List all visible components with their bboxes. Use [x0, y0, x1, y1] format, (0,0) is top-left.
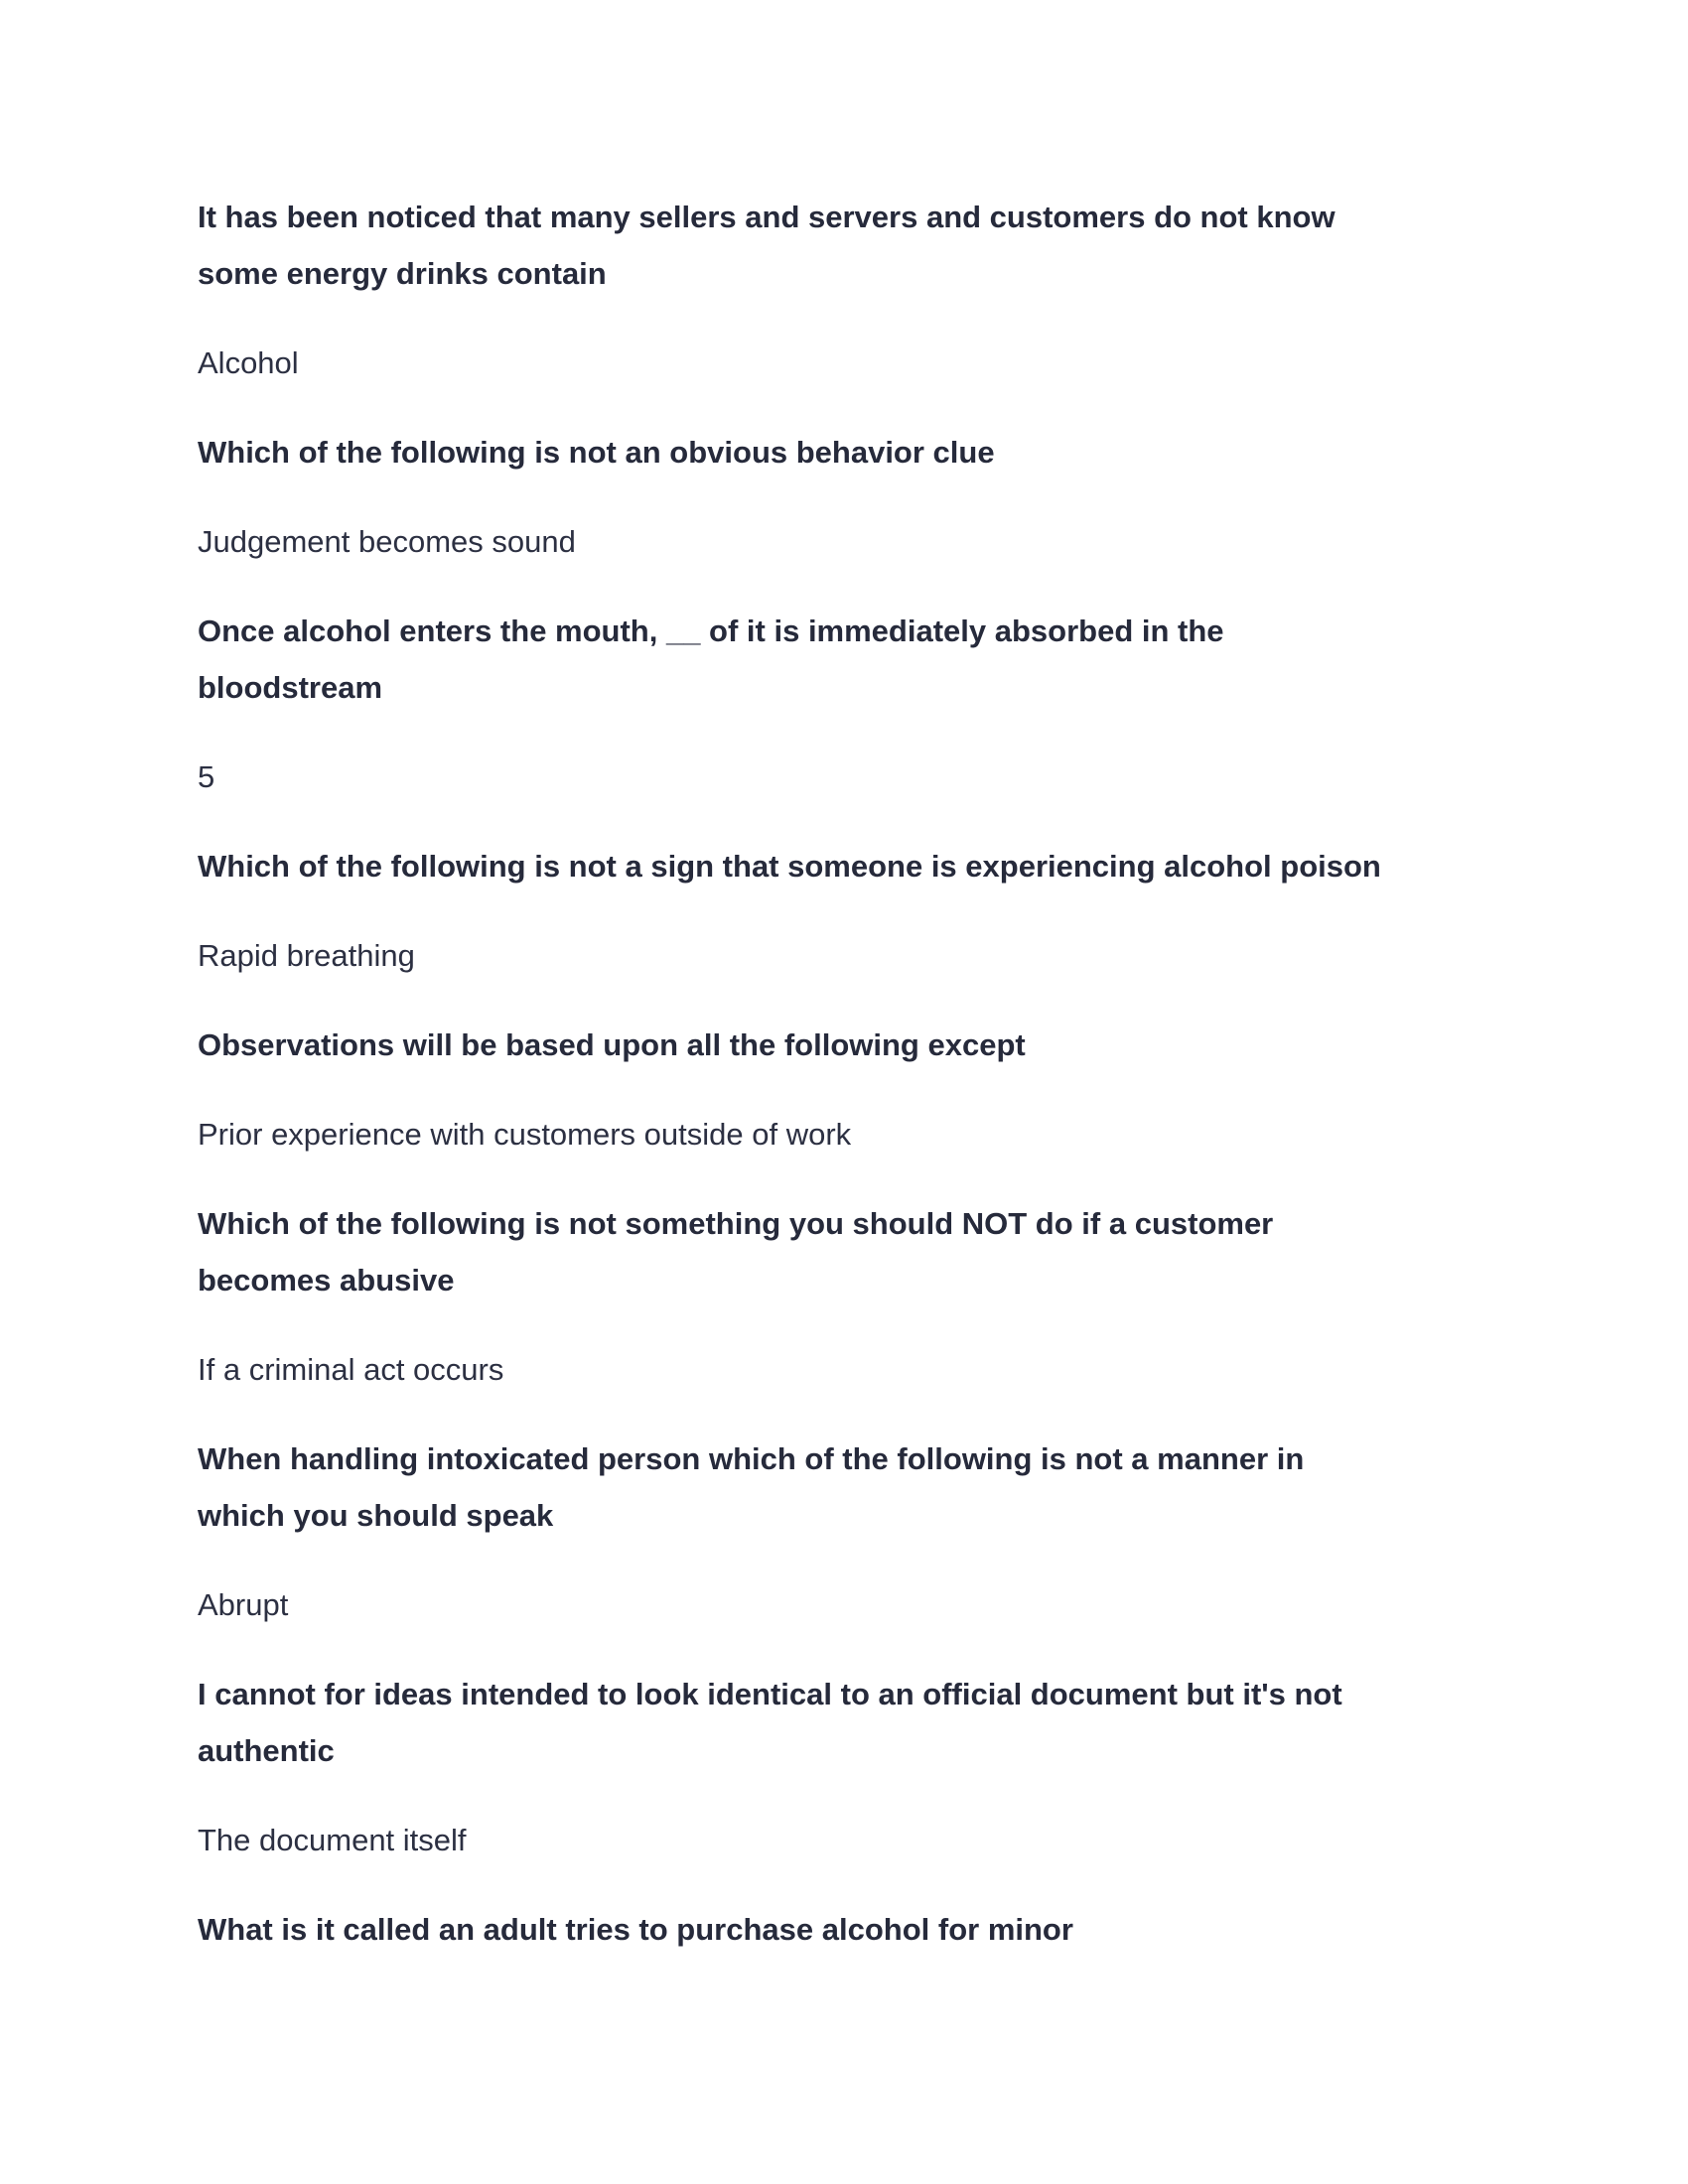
question	[198, 1431, 1508, 1544]
answer: Abrupt	[198, 1587, 289, 1622]
question-line: Once alcohol enters the mouth, __ of it is immediately absorbed in the	[198, 614, 1224, 648]
question	[198, 1195, 1508, 1308]
answer: Judgement becomes sound	[198, 524, 576, 559]
question	[198, 1666, 1508, 1779]
question-line: Observations will be based upon all the following except	[198, 1027, 1026, 1062]
question-line: Which of the following is not something you should NOT do if a customer	[198, 1206, 1274, 1241]
answer: 5	[198, 759, 215, 794]
question	[198, 189, 1508, 302]
question-line: bloodstream	[198, 670, 383, 705]
question	[198, 1017, 1508, 1073]
question-line: some energy drinks contain	[198, 256, 607, 291]
question-line: I cannot for ideas intended to look identical to an official document but it's not	[198, 1677, 1342, 1711]
question-line: When handling intoxicated person which of the following is not a manner in	[198, 1441, 1305, 1476]
answer: Rapid breathing	[198, 938, 415, 973]
question	[198, 424, 1508, 480]
document-body	[198, 189, 1508, 1990]
answer: The document itself	[198, 1823, 467, 1857]
answer: Prior experience with customers outside of work	[198, 1117, 852, 1152]
question-line: What is it called an adult tries to purchase alcohol for minor	[198, 1912, 1073, 1947]
answer: If a criminal act occurs	[198, 1352, 504, 1387]
question-line: authentic	[198, 1733, 335, 1768]
question-line: Which of the following is not an obvious behavior clue	[198, 435, 995, 470]
question	[198, 838, 1508, 894]
question-line: becomes abusive	[198, 1263, 455, 1297]
question	[198, 603, 1508, 716]
question	[198, 1901, 1508, 1958]
answer: Alcohol	[198, 345, 299, 380]
question-line: Which of the following is not a sign that someone is experiencing alcohol poison	[198, 849, 1381, 884]
question-line: which you should speak	[198, 1498, 554, 1533]
question-line: It has been noticed that many sellers and servers and customers do not know	[198, 200, 1336, 234]
